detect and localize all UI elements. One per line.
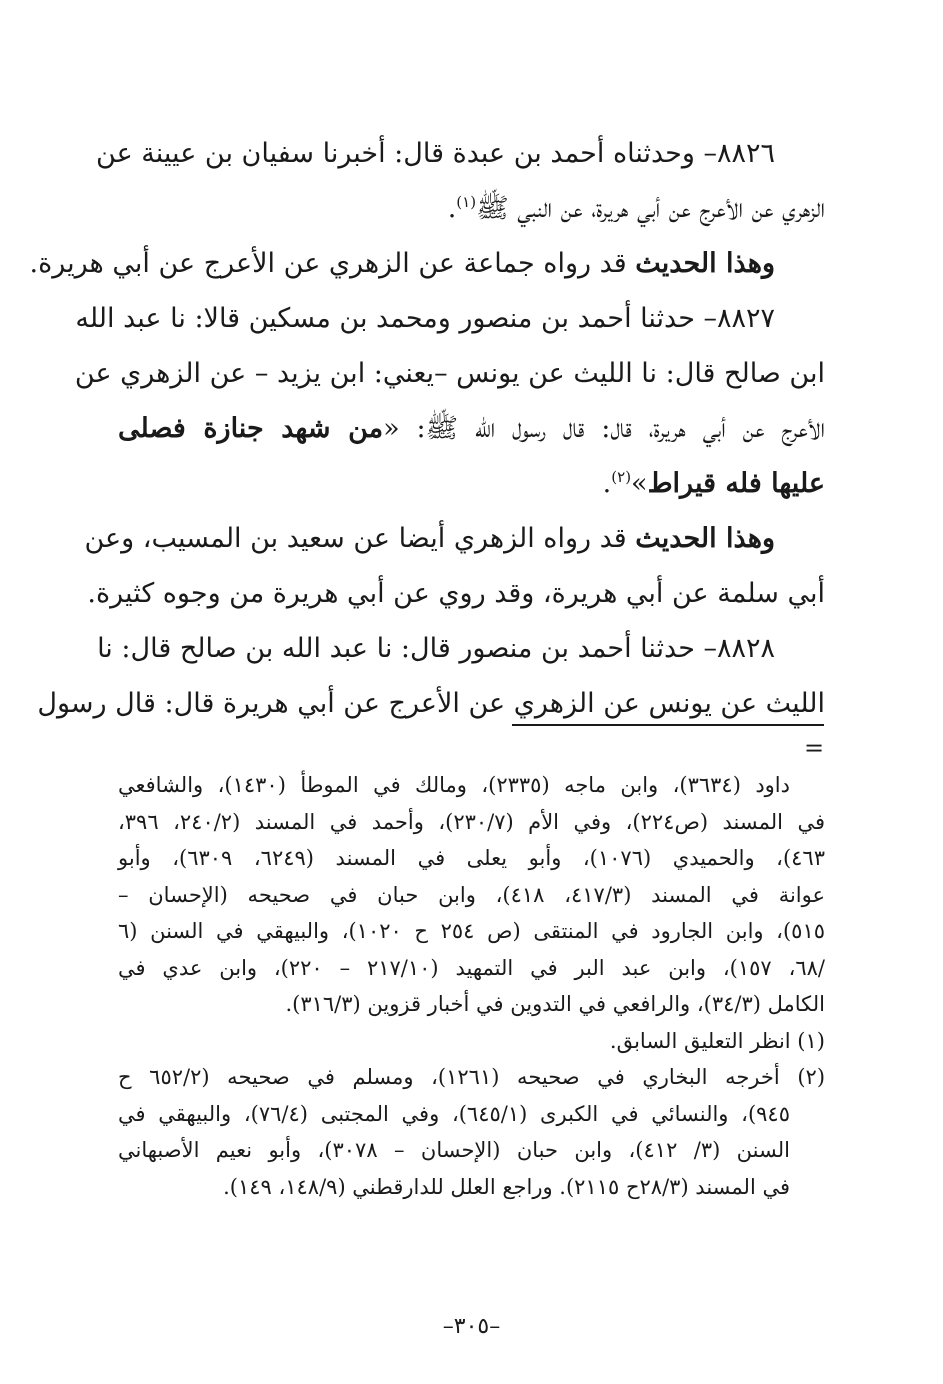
hadith-8827-line-1: ٨٨٢٧– حدثنا أحمد بن منصور ومحمد بن مسكين قالا: نا عبد الله xyxy=(75,303,775,334)
hadith-matn-end: عليها فله قيراط xyxy=(647,468,825,499)
footnote-cont-line: ٤٦٣)، والحميدي (١٠٧٦)، وأبو يعلى في المسند (٦٢٤٩، ٦٣٠٩)، وأبو xyxy=(118,846,825,870)
footnote-1: (١) انظر التعليق السابق. xyxy=(609,1028,825,1053)
note-heading: وهذا الحديث xyxy=(635,523,775,554)
footnote-cont-line: عوانة في المسند (٤١٧/٣، ٤١٨)، وابن حبان في صحيحه (الإحسان – xyxy=(118,882,826,907)
hadith-8827-line-2: ابن صالح قال: نا الليث عن يونس –يعني: ابن يزيد – عن الزهري عن xyxy=(74,358,825,389)
main-text xyxy=(29,126,826,731)
note-paragraph-1: وهذا الحديث قد رواه جماعة عن الزهري عن الأعرج عن أبي هريرة. xyxy=(29,248,775,279)
footnote-ref-2[interactable]: (٢) xyxy=(611,468,632,486)
page-number: –٣٠٥– xyxy=(442,1314,501,1339)
note-paragraph-2-line-1: وهذا الحديث قد رواه الزهري أيضا عن سعيد بن المسيب، وعن xyxy=(84,523,775,554)
footnote-cont-line: /٦٨، ١٥٧)، وابن عبد البر في التمهيد (٢١٧/١٠ – ٢٢٠)، وابن عدي في xyxy=(118,955,825,980)
footnote-cont-line: ٥١٥)، وابن الجارود في المنتقى (ص ٢٥٤ ح ١٠٢٠)، والبيهقي في السنن (٦ xyxy=(118,919,826,943)
note-paragraph-2-line-2: أبي سلمة عن أبي هريرة، وقد روي عن أبي هريرة من وجوه كثيرة. xyxy=(87,578,825,609)
footnote-cont-line: في المسند (ص٢٢٤)، وفي الأم (٢٣٠/٧)، وأحمد في المسند (٢٤٠/٢، ٣٩٦، xyxy=(118,809,826,834)
hadith-8828-line-1: ٨٨٢٨– حدثنا أحمد بن منصور قال: نا عبد الله بن صالح قال: نا xyxy=(97,633,775,664)
footnote-cont-line: الكامل (٣٤/٣)، والرافعي في التدوين في أخبار قزوين (٣١٦/٣). xyxy=(285,992,825,1016)
hadith-8826-line-1: ٨٨٢٦– وحدثناه أحمد بن عبدة قال: أخبرنا سفيان بن عيينة عن xyxy=(96,138,775,169)
footnote-cont-line: داود (٣٦٣٤)، وابن ماجه (٢٣٣٥)، ومالك في الموطأ (١٤٣٠)، والشافعي xyxy=(118,773,790,797)
hadith-8826-line-2: الزهري عن الأعرج عن أبي هريرة، عن النبي ﷺ$^{(١)}$. xyxy=(447,193,825,224)
hadith-8828-line-2: الليث عن يونس عن الزهري عن الأعرج عن أبي هريرة قال: قال رسول xyxy=(37,688,825,719)
note-heading: وهذا الحديث xyxy=(635,248,775,279)
footnote-separator xyxy=(512,724,824,726)
hadith-8827-line-4: عليها فله قيراط»$^{(٢)}$. xyxy=(602,468,825,499)
footnote-ref-1[interactable]: (١) xyxy=(456,193,477,211)
footnote-2-line: السنن (٣/ ٤١٢)، وابن حبان (الإحسان – ٣٠٧٨)، وأبو نعيم الأصبهاني xyxy=(118,1138,790,1162)
footnote-continuation-mark: = xyxy=(804,734,825,762)
footnote-2-line: في المسند (٢٨/٣ح ٢١١٥). وراجع العلل للدارقطني (١٤٨/٩، ١٤٩). xyxy=(223,1174,790,1199)
footnote-2-line: ٩٤٥)، والنسائي في الكبرى (٦٤٥/١)، وفي المجتبى (٧٦/٤)، والبيهقي في xyxy=(118,1101,790,1126)
hadith-matn: من شهد جنازة فصلى xyxy=(118,413,384,444)
footnote-2-line: (٢) أخرجه البخاري في صحيحه (١٢٦١)، ومسلم في صحيحه (٦٥٢/٢ ح xyxy=(118,1065,826,1089)
footnotes xyxy=(118,767,825,1205)
hadith-8827-line-3: الأعرج عن أبي هريرة، قال: قال رسول الله ﷺ: «من شهد جنازة فصلى xyxy=(118,413,826,444)
